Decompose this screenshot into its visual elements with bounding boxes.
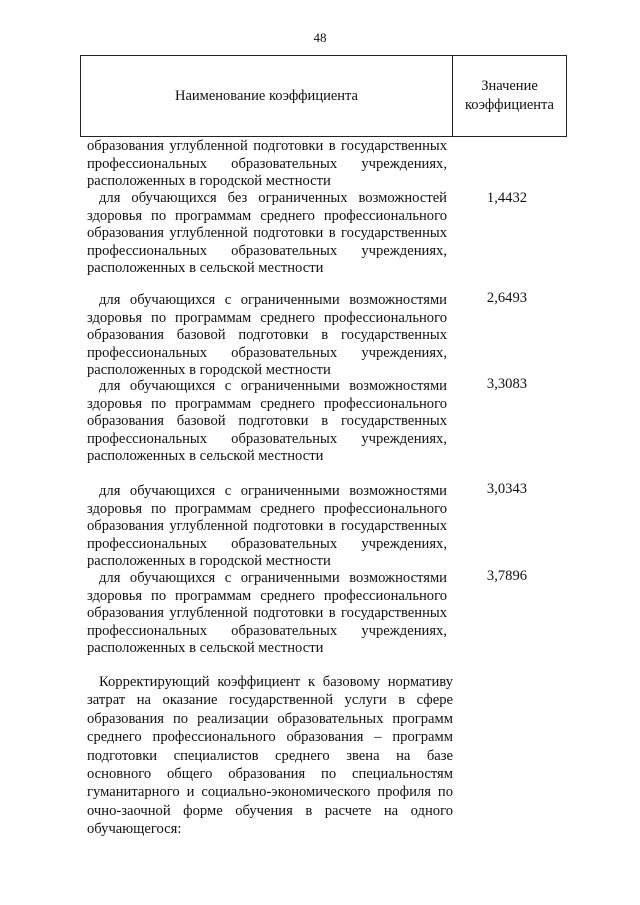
table-row: [87, 138, 447, 191]
closing-paragraph: [87, 673, 453, 839]
closing-text: Корректирующий коэффициент к базовому нормативу затрат на оказание государственной услуги в сфере образования по реализации образовательных программ среднего профессионального образования – программ подготовки специалистов среднего звена на базе основного общего образования по специальностям гуманитарного и социально-экономического профиля по очно-заочной форме обучения в расчете на одного обучающегося:: [87, 674, 453, 838]
table-header: [80, 55, 567, 137]
header-coefficient-value: [453, 56, 566, 136]
table-row: [87, 378, 447, 466]
table-row: [87, 190, 447, 278]
header-coefficient-name: Наименование коэффициента: [81, 56, 453, 136]
row-text: для обучающихся с ограниченными возможностями здоровья по программам среднего профессионального образования базовой подготовки в государственных профессиональных образовательных учреждениях, расположенных в сельской местности: [87, 378, 447, 464]
row-text: для обучающихся без ограниченных возможностей здоровья по программам среднего профессионального образования углубленной подготовки в государственных профессиональных образовательных учреждениях, расположенных в сельской местности: [87, 190, 447, 276]
coefficient-value: 1,4432: [486, 190, 528, 206]
header-value-line1: Значение: [481, 78, 538, 94]
coefficient-value: 2,6493: [486, 290, 528, 306]
table-row: [87, 483, 447, 571]
row-text: для обучающихся с ограниченными возможностями здоровья по программам среднего профессионального образования углубленной подготовки в государственных профессиональных образовательных учреждениях, расположенных в городской местности: [87, 483, 447, 569]
row-text: образования углубленной подготовки в государственных профессиональных образовательных учреждениях, расположенных в городской местности: [87, 138, 447, 189]
coefficient-value: 3,3083: [486, 376, 528, 392]
table-row: [87, 570, 447, 658]
table-row: [87, 292, 447, 380]
coefficient-value: 3,7896: [486, 568, 528, 584]
coefficient-value: 3,0343: [486, 481, 528, 497]
row-text: для обучающихся с ограниченными возможностями здоровья по программам среднего профессионального образования базовой подготовки в государственных профессиональных образовательных учреждениях, расположенных в городской местности: [87, 292, 447, 378]
header-value-line2: коэффициента: [464, 97, 554, 113]
row-text: для обучающихся с ограниченными возможностями здоровья по программам среднего профессионального образования углубленной подготовки в государственных профессиональных образовательных учреждениях, расположенных в сельской местности: [87, 570, 447, 656]
page-number: 48: [313, 30, 327, 45]
